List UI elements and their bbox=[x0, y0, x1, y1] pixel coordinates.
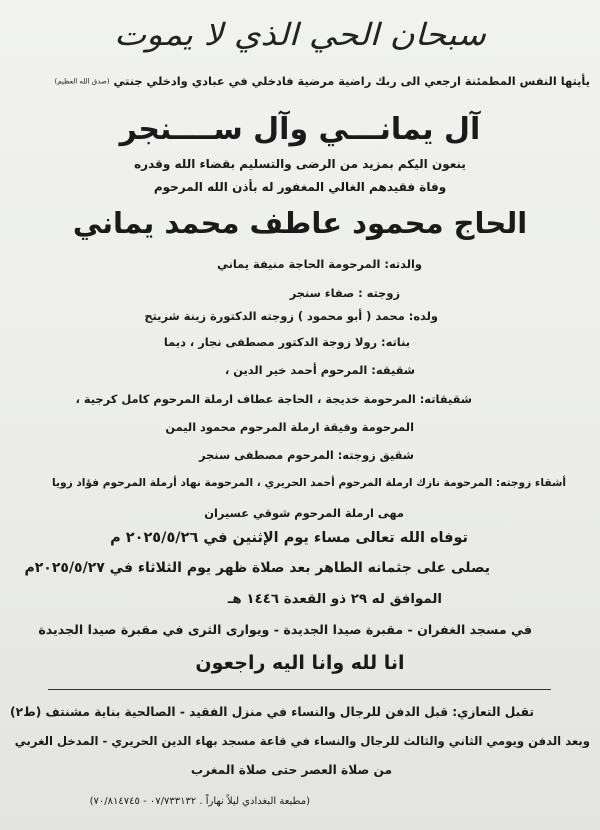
relative-line: زوجته : صفاء سنجر bbox=[289, 286, 400, 300]
quran-verse bbox=[55, 74, 591, 88]
relative-line: أشقاء زوجته: المرحومة نازك ارملة المرحوم أحمد الحريري ، المرحومة نهاد أرملة المرحوم فؤاد زويا bbox=[52, 477, 566, 489]
burial-location: في مسجد الغفران - مقبرة صيدا الجديدة - ويوارى الثرى في مقبرة صيدا الجديدة bbox=[38, 622, 532, 637]
condolence-line: تقبل التعازي: قبل الدفن للرجال والنساء في منزل الفقيد - الصالحية بناية مشنتف (ط٢) bbox=[10, 705, 534, 719]
relative-line: شقيق زوجته: المرحوم مصطفى سنجر bbox=[199, 448, 414, 462]
calligraphy-header bbox=[0, 6, 600, 64]
relative-line: شقيقه: المرحوم أحمد خير الدين ، bbox=[224, 363, 415, 377]
family-names: آل يمانـــي وآل ســــنجر bbox=[119, 112, 481, 147]
verse-note: (صدق الله العظيم) bbox=[54, 77, 110, 86]
divider bbox=[48, 689, 551, 690]
verse-text: يأيتها النفس المطمئنة ارجعي الى ربك راضية مرضية فادخلي في عبادي وادخلي جنتي bbox=[113, 74, 590, 88]
announcement-text: ينعون اليكم بمزيد من الرضى والتسليم بقضاء الله وقدره bbox=[134, 157, 466, 171]
departed-intro: وفاة فقيدهم الغالي المغفور له بأذن الله المرحوم bbox=[153, 180, 447, 194]
calligraphy-text: سبحان الحي الذي لا يموت bbox=[114, 17, 486, 53]
relative-line: شقيقاته: المرحومة خديجة ، الحاجة عطاف ارملة المرحوم كامل كرجية ، bbox=[75, 392, 472, 406]
hijri-date: الموافق له ٢٩ ذو القعدة ١٤٤٦ هـ bbox=[227, 592, 442, 607]
deceased-name: الحاج محمود عاطف محمد يماني bbox=[72, 206, 528, 240]
relative-line: مهى ارملة المرحوم شوقي عسيران bbox=[204, 506, 404, 520]
prayer-info: يصلى على جثمانه الطاهر بعد صلاة ظهر يوم الثلاثاء في ٢٠٢٥/٥/٢٧م bbox=[24, 560, 490, 576]
relative-line: ولده: محمد ( أبو محمود ) زوجته الدكتورة زينة شريتح bbox=[144, 309, 438, 323]
relative-line: المرحومة وفيقة ارملة المرحوم محمود اليمن bbox=[165, 420, 414, 434]
closing-verse: انا لله وانا اليه راجعون bbox=[195, 652, 405, 674]
condolence-line: من صلاة العصر حتى صلاة المغرب bbox=[190, 763, 392, 777]
relative-line: بناته: رولا زوجة الدكتور مصطفى نجار ، ديما bbox=[163, 335, 410, 349]
printer-info: (مطبعة البغدادي ليلاً نهاراً . ٠٧/٧٣٣١٣٢ - ٧٠/٨١٤٧٤٥) bbox=[89, 796, 310, 807]
condolence-line: وبعد الدفن ويومي الثاني والثالث للرجال والنساء في قاعة مسجد بهاء الدين الحريري - المدخل الغربي bbox=[14, 734, 590, 748]
death-date: توفاه الله تعالى مساء يوم الإثنين في ٢٠٢٥/٥/٢٦ م bbox=[110, 530, 468, 546]
relative-line: والدته: المرحومة الحاجة منيفة يماني bbox=[217, 257, 422, 271]
